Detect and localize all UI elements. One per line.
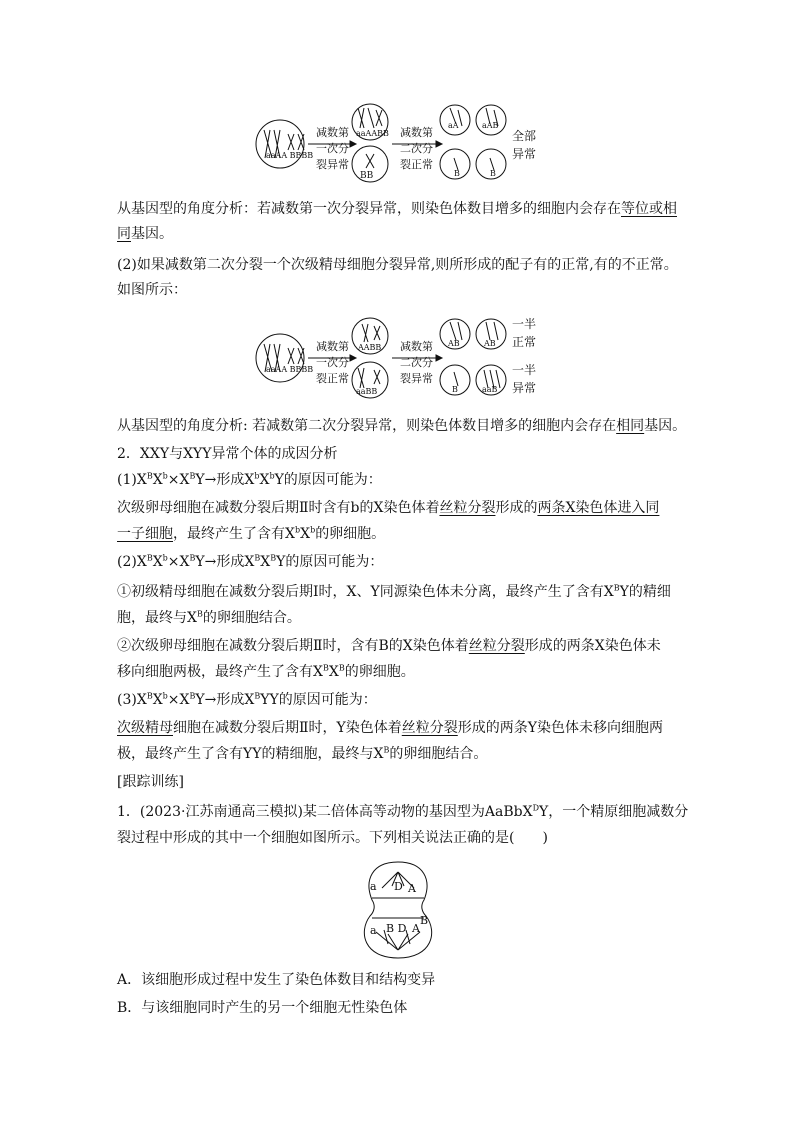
- label-a-top: a: [370, 880, 377, 893]
- f2-step2-line3: 裂异常: [400, 372, 433, 385]
- cell3-genes: BB: [360, 171, 374, 181]
- label-B-bottom: B: [420, 914, 429, 927]
- para1-line1: 从基因型的角度分析：若减数第一次分裂异常，则染色体数目增多的细胞内会存在等位或相: [117, 201, 677, 217]
- result-line2: 异常: [512, 147, 537, 161]
- out-2a: B: [454, 169, 460, 178]
- label-a-bottom: a: [370, 924, 377, 937]
- q1-head: $(1)X^BX^b\times X^BY\to$形成$X^bX^bY$的原因可能为：: [117, 471, 382, 488]
- step2-line1: 减数第: [400, 126, 433, 139]
- para3: 从基因型的角度分析: 若减数第二次分裂异常，则染色体数目增多的细胞内会存在相同基因。: [117, 418, 687, 434]
- f2-out-2b: aaB: [482, 385, 498, 394]
- f2-cell3-genes: aaBB: [356, 387, 378, 396]
- f2-result2-line2: 异常: [512, 381, 537, 395]
- f2-result2-line1: 一半: [512, 363, 537, 377]
- out-1a: aA: [448, 121, 459, 130]
- result-line1: 全部: [512, 129, 537, 143]
- figure-meiosis-II-abnormal: [250, 312, 570, 402]
- step1-line3: 裂异常: [316, 158, 349, 171]
- step1-line2: 一次分: [316, 142, 349, 155]
- f2-result1-line1: 一半: [512, 317, 537, 331]
- question1-line1: 1．(2023·江苏南通高三模拟)某二倍体高等动物的基因型为AaBbX$^D$Y，一个精原细胞减数分: [117, 803, 689, 820]
- step1-line1: 减数第: [316, 126, 349, 139]
- f2-cell1-genes: aaAA BBBB: [266, 365, 314, 374]
- label-D-top: D: [394, 880, 403, 893]
- q2-item2-line1: ②次级卵母细胞在减数分裂后期Ⅱ时，含有B的X染色体着丝粒分裂形成的两条X染色体未: [117, 638, 661, 654]
- practice-title: [跟踪训练]: [117, 774, 184, 790]
- q1-line1: 次级卵母细胞在减数分裂后期Ⅱ时含有b的X染色体着丝粒分裂形成的两条X染色体进入同: [117, 500, 660, 516]
- out-1b: aAB: [482, 121, 499, 130]
- q3-head: $(3)X^BX^b\times X^BY\to$形成$X^BYY$的原因可能为：: [117, 691, 377, 708]
- label-A-bottom: A: [412, 922, 420, 935]
- option-a: A．该细胞形成过程中发生了染色体数目和结构变异: [117, 972, 436, 988]
- q3-line2: 极，最终产生了含有YY的精细胞，最终与$X^B$的卵细胞结合。: [117, 745, 488, 762]
- f2-out-1b: AB: [484, 339, 496, 348]
- f2-cell2-genes: AABB: [358, 343, 382, 352]
- f2-step2-line2: 二次分: [400, 356, 433, 369]
- q1-line2: 一子细胞，最终产生了含有$X^bX^b$的卵细胞。: [117, 525, 386, 542]
- f2-step1-line2: 一次分: [316, 356, 349, 369]
- f2-step2-line1: 减数第: [400, 340, 433, 353]
- para2-line1: (2)如果减数第二次分裂一个次级精母细胞分裂异常,则所形成的配子有的正常,有的不正常。: [117, 257, 678, 273]
- f2-out-2a: B: [452, 385, 458, 394]
- q2-item1-line2: 胞，最终与$X^B$的卵细胞结合。: [117, 609, 301, 626]
- step2-line2: 二次分: [400, 142, 433, 155]
- f2-result1-line2: 正常: [512, 335, 537, 349]
- f2-step1-line1: 减数第: [316, 340, 349, 353]
- out-2b: B: [490, 169, 496, 178]
- cell2-genes: aaAABB: [356, 129, 389, 138]
- section-2-title: 2．XXY与XYY异常个体的成因分析: [117, 446, 338, 462]
- cell1-genes: aaAA BBBB: [266, 151, 314, 160]
- question1-cell-figure: [352, 858, 444, 962]
- option-b: B．与该细胞同时产生的另一个细胞无性染色体: [117, 1000, 408, 1016]
- para1-line2: 同基因。: [117, 226, 173, 242]
- f2-out-1a: AB: [448, 339, 460, 348]
- q2-item1-line1: ①初级精母细胞在减数分裂后期Ⅰ时，X、Y同源染色体未分离，最终产生了含有$X^BY$的精细: [117, 583, 671, 600]
- q3-line1: 次级精母细胞在减数分裂后期Ⅱ时，Y染色体着丝粒分裂形成的两条Y染色体未移向细胞两: [117, 720, 664, 736]
- question1-line2: 裂过程中形成的其中一个细胞如图所示。下列相关说法正确的是( ): [117, 830, 548, 846]
- para2-line2: 如图所示：: [117, 282, 187, 298]
- q2-head: $(2)X^BX^b\times X^BY\to$形成$X^BX^BY$的原因可能为：: [117, 553, 384, 570]
- step2-line3: 裂正常: [400, 158, 433, 171]
- q2-item2-line2: 移向细胞两极，最终产生了含有$X^BX^B$的卵细胞。: [117, 663, 415, 680]
- label-A-top: A: [408, 882, 416, 895]
- label-BD: B D: [386, 922, 407, 935]
- f2-step1-line3: 裂正常: [316, 372, 349, 385]
- figure-meiosis-I-abnormal: [250, 100, 570, 186]
